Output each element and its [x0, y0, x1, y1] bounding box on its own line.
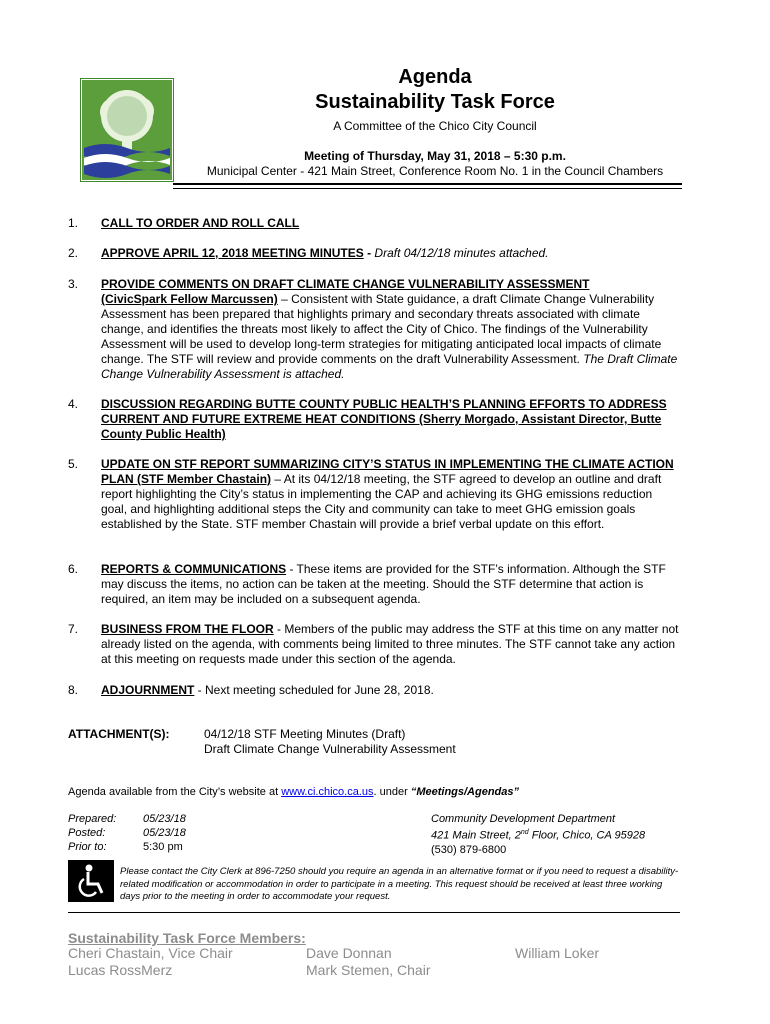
agenda-item-2 — [101, 246, 681, 261]
attachment-2: Draft Climate Change Vulnerability Assessment — [204, 742, 456, 756]
item-heading: DISCUSSION REGARDING BUTTE COUNTY PUBLIC HEALTH’S PLANNING EFFORTS TO ADDRESS CURRENT AND FUTURE EXTREME HEAT CONDITIONS (Sherry Morgado, Assistant Director, Butte County Public Health) — [101, 397, 667, 441]
department-contact — [431, 812, 645, 857]
prepared-dates — [143, 812, 186, 854]
city-website-link[interactable]: www.ci.chico.ca.us — [281, 786, 374, 798]
item-heading: UPDATE ON STF REPORT SUMMARIZING CITY’S STATUS IN IMPLEMENTING THE CLIMATE ACTION PLAN (STF Member Chastain) — [101, 457, 674, 486]
prior-to-time: 5:30 pm — [143, 841, 183, 853]
agenda-item-8 — [101, 683, 681, 698]
item-body: – Consistent with State guidance, a draft Climate Change Vulnerability Assessment has been prepared that highlights primary and secondary threats associated with climate change, and identifies the threats most likely to affect the City of Chico. The findings of the Vulnerability Assessment will be used to develop long-term strategies for mitigating anticipated local impacts of climate change. The STF will review and provide comments on the draft Vulnerability Assessment. — [101, 292, 662, 366]
committee-subtitle: A Committee of the Chico City Council — [333, 119, 537, 133]
item-number: 7. — [68, 622, 79, 636]
item-body: - These items are provided for the STF’s information. Although the STF may discuss the items, no action can be taken at the meeting. Should the STF determine that action is required, an item may be included on a subsequent agenda. — [101, 562, 666, 606]
member-name: William Loker — [515, 945, 600, 961]
agenda-item-4 — [101, 397, 681, 442]
committee-title: Sustainability Task Force — [315, 91, 555, 113]
agenda-item-3 — [101, 277, 681, 382]
address-part: Floor, Chico, CA 95928 — [528, 829, 646, 842]
agenda-item-7 — [101, 622, 681, 667]
item-number: 4. — [68, 397, 79, 411]
agenda-item-5 — [101, 457, 681, 532]
item-presenter: (CivicSpark Fellow Marcussen) — [101, 292, 278, 306]
prior-to-label: Prior to: — [68, 841, 107, 853]
department-name: Community Development Department — [431, 813, 616, 825]
members-title: Sustainability Task Force Members: — [68, 930, 306, 946]
city-logo — [80, 78, 174, 182]
attachment-1: 04/12/18 STF Meeting Minutes (Draft) — [204, 727, 406, 741]
item-heading: ADJOURNMENT — [101, 683, 195, 697]
item-number: 6. — [68, 562, 79, 576]
footer-divider — [68, 912, 680, 913]
item-number: 1. — [68, 216, 79, 230]
member-name: Lucas RossMerz — [68, 962, 173, 978]
agenda-item-6 — [101, 562, 681, 607]
item-heading: REPORTS & COMMUNICATIONS — [101, 562, 287, 576]
prepared-date: 05/23/18 — [143, 813, 186, 825]
item-number: 5. — [68, 457, 79, 471]
department-address — [431, 826, 645, 843]
meeting-location: Municipal Center - 421 Main Street, Conference Room No. 1 in the Council Chambers — [206, 164, 664, 178]
member-name: Cheri Chastain, Vice Chair — [68, 945, 233, 961]
item-body: – At its 04/12/18 meeting, the STF agreed to develop an outline and draft report highlighting the City’s status in implementing the CAP and achieving its GHG emissions reduction goal, and highlighting additional steps the City and community can take to meet GHG emission goals established by the State. STF member Chastain will provide a brief verbal update on this effort. — [101, 472, 662, 531]
item-body: - Members of the public may address the STF at this time on any matter not already listed on the agenda, with comments being limited to three minutes. The STF cannot take any action at this meeting on requests made under this section of the agenda. — [101, 622, 679, 666]
item-separator: - — [363, 246, 375, 260]
header-divider-thick — [173, 183, 682, 185]
availability-middle: . under — [373, 786, 411, 798]
prepared-labels — [68, 812, 116, 854]
member-name: Mark Stemen, Chair — [306, 962, 431, 978]
item-number: 8. — [68, 683, 79, 697]
item-note: The Draft Climate Change Vulnerability Assessment is attached. — [101, 352, 678, 381]
agenda-item-1 — [101, 216, 681, 231]
department-phone: (530) 879-6800 — [431, 843, 507, 856]
member-name: Dave Donnan — [306, 945, 392, 961]
availability-prefix: Agenda available from the City’s website at — [68, 786, 282, 798]
address-part: 421 Main Street, 2 — [431, 829, 521, 842]
posted-date: 05/23/18 — [143, 827, 186, 839]
meeting-date: Meeting of Thursday, May 31, 2018 – 5:30 p.m. — [304, 149, 566, 163]
item-heading: BUSINESS FROM THE FLOOR — [101, 622, 274, 636]
posted-label: Posted: — [68, 827, 106, 839]
item-body: - Next meeting scheduled for June 28, 2018. — [194, 683, 434, 697]
item-heading: APPROVE APRIL 12, 2018 MEETING MINUTES — [101, 246, 364, 260]
accessibility-icon — [68, 860, 114, 902]
item-heading: PROVIDE COMMENTS ON DRAFT CLIMATE CHANGE VULNERABILITY ASSESSMENT — [101, 277, 590, 291]
item-note: Draft 04/12/18 minutes attached. — [374, 246, 549, 260]
item-number: 3. — [68, 277, 79, 291]
attachments-label: ATTACHMENT(S): — [68, 727, 170, 741]
header-divider-thin — [173, 188, 682, 189]
item-number: 2. — [68, 246, 79, 260]
agenda-title: Agenda — [398, 66, 472, 88]
item-heading: CALL TO ORDER AND ROLL CALL — [101, 216, 300, 230]
availability-section: “Meetings/Agendas” — [410, 786, 520, 798]
prepared-label: Prepared: — [68, 813, 117, 825]
accessibility-note: Please contact the City Clerk at 896-7250 should you require an agenda in an alternative format or if you need to request a disability-related modification or accommodation in order to participate in a meeting. This request should be received at least three working days prior to the meeting in order to accommodate your request. — [120, 866, 679, 902]
agenda-availability — [68, 786, 519, 798]
address-superscript: nd — [520, 829, 529, 836]
